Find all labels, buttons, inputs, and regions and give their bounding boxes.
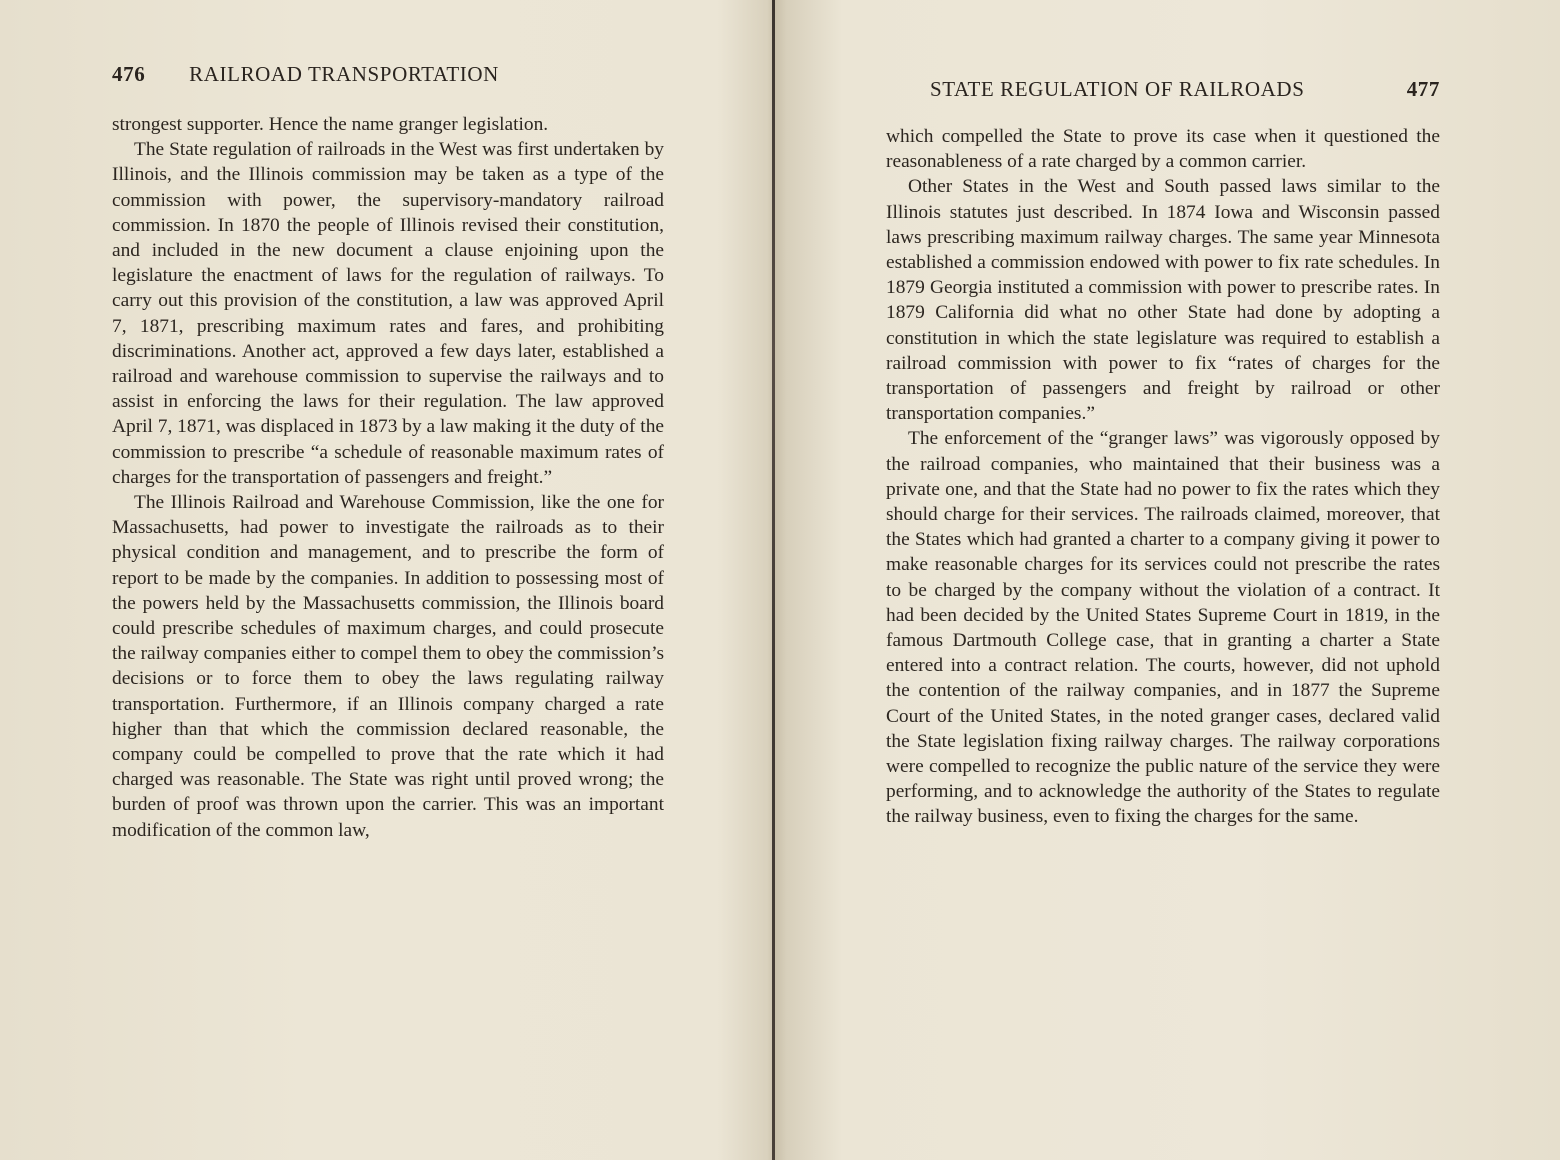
left-page <box>112 0 664 1160</box>
left-paragraph-2: The State regulation of railroads in the West was first undertaken by Illinois, and the Illinois commission may be taken as a type of the commission with power, the supervisory-mandatory railroad commission. In 1870 the people of Illinois revised their constitution, and included in the new document a clause enjoining upon the legislature the enactment of laws for the regulation of railways. To carry out this provision of the constitution, a law was approved April 7, 1871, prescribing maximum rates and fares, and prohibiting discriminations. Another act, approved a few days later, established a railroad and warehouse commission to supervise the railways and to assist in enforcing the laws for their regulation. The law approved April 7, 1871, was displaced in 1873 by a law making it the duty of the commission to prescribe “a schedule of reasonable maximum rates of charges for the transportation of passengers and freight.” <box>112 139 664 488</box>
left-paragraph-3: The Illinois Railroad and Warehouse Commission, like the one for Massachusetts, had power to investigate the railroads as to their physical condition and management, and to prescribe the form of report to be made by the companies. In addition to possessing most of the powers held by the Massachusetts commission, the Illinois board could prescribe schedules of maximum charges, and could prosecute the railway companies either to compel them to obey the commission’s decisions or to force them to obey the laws regulating railway transportation. Furthermore, if an Illinois company charged a rate higher than that which the commission declared reasonable, the company could be compelled to prove that the rate which it had charged was reasonable. The State was right until proved wrong; the burden of proof was thrown upon the carrier. This was an important modification of the common law, <box>112 492 664 841</box>
left-paragraph-1: strongest supporter. Hence the name granger legislation. <box>112 114 549 135</box>
right-paragraph-3: The enforcement of the “granger laws” was vigorously opposed by the railroad companies, who maintained that their business was a private one, and that the State had no power to fix the rates which they should charge for their services. The railroads claimed, moreover, that the States which had granted a charter to a company giving it power to make reasonable charges for its services could not prescribe the rates to be charged by the company without the violation of a contract. It had been decided by the United States Supreme Court in 1819, in the famous Dartmouth College case, that in granting a charter a State entered into a contract relation. The courts, however, did not uphold the contention of the railway companies, and in 1877 the Supreme Court of the United States, in the noted granger cases, declared valid the State legislation fixing railway charges. The railway corporations were compelled to recognize the public nature of the service they were performing, and to acknowledge the authority of the States to regulate the railway business, even to fixing the charges for the same. <box>886 428 1440 828</box>
right-page-number: 477 <box>1406 77 1440 101</box>
left-page-number: 476 <box>112 62 146 86</box>
right-paragraph-1: which compelled the State to prove its case when it questioned the reasonableness of a rate charged by a common carrier. <box>886 126 1440 173</box>
left-running-title: RAILROAD TRANSPORTATION <box>189 62 499 86</box>
left-body-text <box>112 112 664 843</box>
right-paragraph-2: Other States in the West and South passed laws similar to the Illinois statutes just described. In 1874 Iowa and Wisconsin passed laws prescribing maximum railway charges. The same year Minnesota established a commission endowed with power to fix rate schedules. In 1879 Georgia instituted a commission with power to prescribe rates. In 1879 California did what no other State had done by adopting a constitution in which the state legislature was required to establish a railroad commission with power to fix “rates of charges for the transportation of passengers and freight by railroad or other transportation companies.” <box>886 176 1440 425</box>
book-gutter <box>772 0 775 1160</box>
right-body-text <box>886 124 1440 830</box>
right-running-title: STATE REGULATION OF RAILROADS <box>930 77 1305 101</box>
left-running-head <box>112 62 664 87</box>
right-page <box>886 0 1440 1160</box>
